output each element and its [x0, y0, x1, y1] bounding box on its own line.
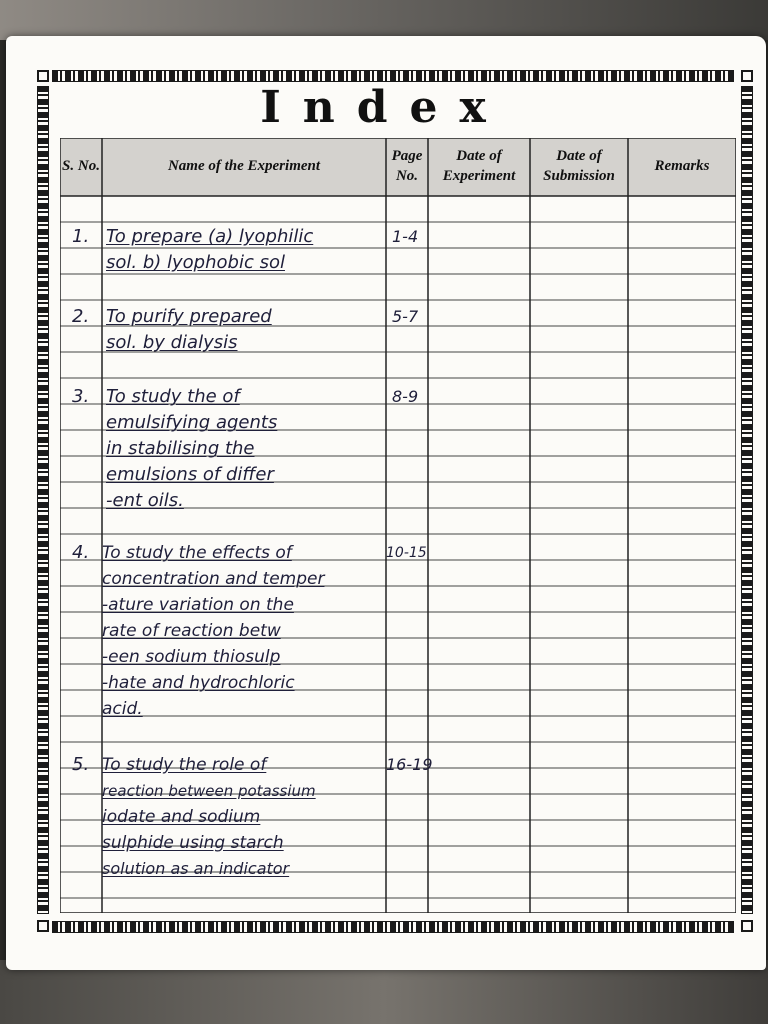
entry-3-page: 8-9	[392, 387, 419, 406]
entry-1-line-1: To prepare (a) lyophilic	[106, 226, 314, 247]
page-title: Index	[260, 82, 508, 133]
entry-2-line-1: To purify prepared	[106, 306, 272, 327]
entry-3-sno: 3.	[72, 386, 90, 407]
entry-4-line-5: -een sodium thiosulp	[102, 647, 281, 667]
entry-5-line-1: To study the role of	[102, 755, 267, 775]
border-right	[741, 86, 753, 914]
entry-3-line-2: emulsifying agents	[106, 412, 278, 433]
entry-5-line-5: solution as an indicator	[102, 859, 290, 878]
header-date-experiment: Date of Experiment	[442, 148, 516, 184]
entry-1-line-2: sol. b) lyophobic sol	[106, 252, 285, 273]
entry-4-line-2: concentration and temper	[102, 569, 325, 589]
border-bottom	[52, 921, 734, 933]
entry-5-sno: 5.	[72, 754, 90, 775]
corner-br	[741, 920, 753, 932]
header-name: Name of the Experiment	[167, 158, 321, 174]
entry-3-line-5: -ent oils.	[106, 490, 184, 511]
border-top	[52, 70, 734, 82]
index-table	[60, 138, 736, 913]
background-top	[0, 0, 768, 40]
entry-5-line-2: reaction between potassium	[102, 782, 316, 800]
entry-2-page: 5-7	[392, 307, 419, 326]
corner-bl	[37, 920, 49, 932]
corner-tr	[741, 70, 753, 82]
entry-2-line-2: sol. by dialysis	[106, 332, 238, 353]
entry-3-line-3: in stabilising the	[106, 438, 255, 459]
entry-4-line-1: To study the effects of	[102, 543, 292, 563]
entry-4-line-7: acid.	[102, 699, 143, 719]
entry-4-sno: 4.	[72, 542, 90, 563]
header-remarks: Remarks	[654, 158, 710, 174]
entry-4-line-3: -ature variation on the	[102, 595, 294, 615]
entry-5-line-3: iodate and sodium	[102, 807, 261, 827]
border-left	[37, 86, 49, 914]
entry-4-line-6: -hate and hydrochloric	[102, 673, 295, 693]
entry-3-line-1: To study the of	[106, 386, 240, 407]
entry-3-line-4: emulsions of differ	[106, 464, 274, 485]
entry-4-line-4: rate of reaction betw	[102, 621, 281, 641]
header-page: Page No.	[391, 148, 423, 184]
header-date-submission: Date of Submission	[543, 148, 615, 184]
entry-1-page: 1-4	[392, 227, 419, 246]
header-sno: S. No.	[62, 158, 100, 174]
corner-tl	[37, 70, 49, 82]
entry-5-page: 16-19	[386, 755, 433, 774]
entry-1-sno: 1.	[72, 226, 90, 247]
entry-5-line-4: sulphide using starch	[102, 833, 284, 853]
entry-4-page: 10-15	[386, 545, 427, 561]
entry-2-sno: 2.	[72, 306, 90, 327]
